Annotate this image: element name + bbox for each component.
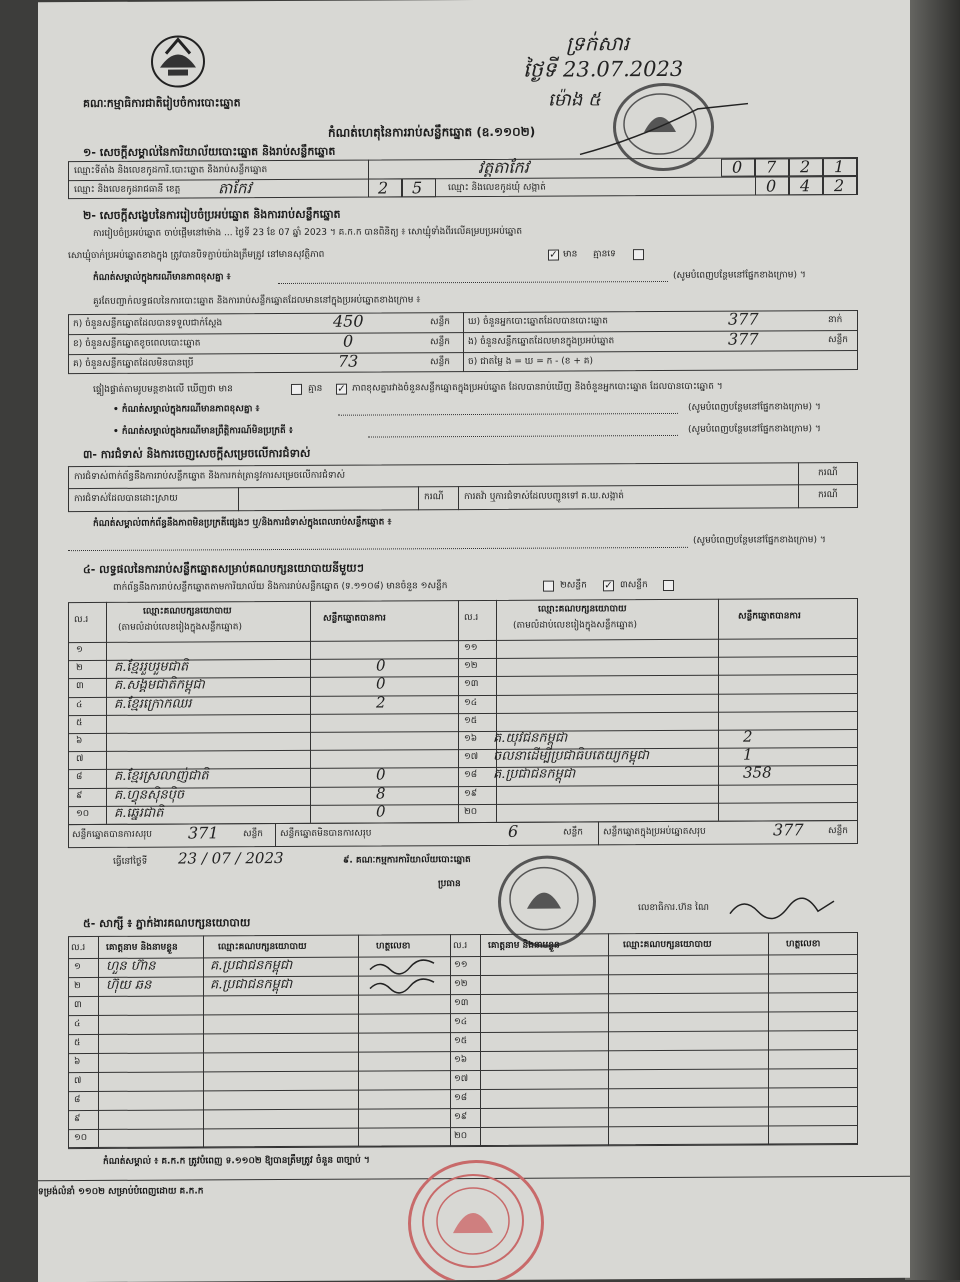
verify-no-label: គ្មាន: [308, 383, 323, 394]
count-value: 450: [333, 311, 364, 331]
witness-party: គ.ប្រជាជនកម្ពុជា: [210, 957, 293, 974]
rule: [458, 600, 459, 822]
rule: [768, 932, 769, 1144]
handwritten-number: ទ្រក់សារ: [566, 31, 630, 56]
witness-name: ហ៊ុយ ឆន: [106, 977, 152, 993]
col-party: ឈ្មោះគណបក្សនយោបាយ: [143, 606, 232, 617]
objection-row2b: ការតវ៉ា ឬការជំទាស់ដែលបញ្ជូនទៅ គ.ឃ.សង្កាត់: [464, 491, 624, 503]
col-party-2: ឈ្មោះគណបក្សនយោបាយ: [538, 604, 627, 615]
section3-title: ៣- ការជំទាស់ និងការចេញសេចក្ដីសម្រេចលើការជំទាស់: [83, 446, 311, 462]
section3-note: កំណត់សម្គាល់ពាក់ព័ន្ធនឹងភាពមិនប្រក្រតីផ្សេងៗ ឬ/និងការជំទាស់ក្នុងពេលរាប់សន្លឹកឆ្នោត ៖: [93, 517, 392, 529]
section2-title: ២- សេចក្ដីសង្ខេបនៃការរៀបចំប្រអប់ឆ្នោត និងការរាប់សន្លឹកឆ្នោត: [83, 207, 341, 223]
sheet1-checkbox[interactable]: [543, 581, 554, 592]
result-no: ៦: [76, 736, 83, 747]
code-digit: 0: [766, 176, 777, 196]
witness-no: ៨: [74, 1095, 81, 1106]
witness-no: ១៦: [454, 1055, 468, 1066]
done-date: 23 / 07 / 2023: [178, 848, 284, 868]
rule: [450, 934, 451, 1146]
count-unit: សន្លឹក: [828, 335, 848, 346]
rule: [275, 823, 276, 847]
code-digit: 1: [834, 157, 845, 177]
w-col-no-2: ល.រ: [453, 941, 468, 952]
rule: [718, 599, 719, 821]
rule: [480, 934, 481, 1146]
code-digit: 0: [732, 157, 743, 177]
rule: [798, 462, 799, 508]
code-digit: 2: [834, 176, 845, 196]
witness-no: ៤: [74, 1019, 81, 1030]
sheet2-label: ២សន្លឹក: [560, 580, 587, 591]
bullet1-hint: (សូមបំពេញបន្ថែមនៅផ្នែកខាងក្រោម) ។: [688, 402, 821, 413]
sheet2-checkbox[interactable]: ✓: [604, 580, 613, 592]
result-no: ១៣: [464, 679, 479, 690]
result-party: គ.ឆ្នេរជាតិ: [114, 805, 164, 821]
rule: [418, 486, 419, 510]
result-no: ២: [76, 663, 83, 674]
witness-no: ១៤: [454, 1017, 468, 1028]
witness-no: ៩: [74, 1114, 81, 1125]
verify-text: ផ្ទៀងផ្ទាត់តាមរូបមន្តខាងលើ ឃើញថា មាន: [93, 384, 233, 395]
header-org: គណៈកម្មាធិការជាតិរៀបចំការបោះឆ្នោត: [83, 96, 241, 111]
result-votes: 0: [376, 656, 386, 675]
bullet1: • កំណត់សម្គាល់ក្នុងករណីមានភាពខុសគ្នា ៖: [113, 404, 260, 415]
witness-signature: [368, 976, 438, 994]
count-label: ក) ចំនួនសន្លឹកឆ្នោតដែលបានទទួលជាក់ស្ដែង: [73, 318, 223, 330]
total-invalid-value: 6: [508, 821, 519, 841]
witness-no: ១៩: [454, 1112, 468, 1123]
w-col-no: ល.រ: [71, 943, 86, 954]
witness-name: ហួន ហ៊ាន: [106, 958, 156, 974]
result-no: ៣: [76, 681, 84, 692]
rule: [358, 935, 359, 1147]
handwritten-date: ថ្ងៃទី 23.07.2023: [523, 56, 684, 82]
count-unit: សន្លឹក: [430, 357, 450, 368]
result-votes: 1: [743, 745, 753, 764]
col-no-2: ល.រ: [464, 612, 479, 624]
rule: [203, 935, 204, 1147]
rule: [598, 821, 599, 845]
result-party: គ.ប្រជាជនកម្ពុជា: [493, 766, 576, 783]
witness-party: គ.ប្រជាជនកម្ពុជា: [210, 976, 293, 993]
witness-no: ១២: [454, 979, 468, 990]
col-no: ល.រ: [74, 615, 89, 626]
witness-no: ១៥: [454, 1036, 468, 1047]
section4-subtitle: ពាក់ព័ន្ធនឹងការរាប់សន្លឹកឆ្នោតតាមការិយាល័យ និងការរាប់សន្លឹកឆ្នោត (ទ.១១០៨) មានចំនួន ១សន្លឹក: [113, 581, 448, 593]
note-line: [368, 435, 678, 438]
count-unit: សន្លឹក: [430, 317, 450, 328]
w-col-party: ឈ្មោះគណបក្សនយោបាយ: [218, 941, 307, 953]
result-party: គ.យុវជនកម្ពុជា: [493, 730, 568, 746]
result-no: ៧: [76, 754, 84, 765]
note-line: [278, 281, 668, 284]
result-no: ១៤: [464, 697, 478, 708]
rule: [608, 933, 609, 1145]
total-box-unit: សន្លឹក: [828, 826, 848, 837]
col-party-sub: (តាមលំដាប់លេខរៀងក្នុងសន្លឹកឆ្នោត): [118, 622, 242, 633]
objection-row2a-unit: ករណី: [424, 492, 444, 503]
count-label: ខ) ចំនួនសន្លឹកឆ្នោតខូចពេលបោះឆ្នោត: [73, 338, 201, 350]
witness-no: ៣: [74, 1000, 82, 1011]
count-value: 0: [343, 331, 354, 351]
result-votes: 358: [743, 763, 772, 782]
note-line: [338, 413, 678, 416]
result-no: ៩: [76, 790, 83, 801]
chair-label: ប្រធាន: [438, 879, 461, 890]
section2-line1: ការរៀបចំប្រអប់ឆ្នោត ចាប់ផ្ដើមនៅម៉ោង ... ថ្ងៃទី 23 ខែ 07 ឆ្នាំ 2023 ។ គ.ក.ក បានពិនិត្យ ៖ សោឃ្មុំទាំងពីរលើគម្របប្រអប់ឆ្នោត: [93, 226, 523, 239]
result-votes: 8: [376, 784, 386, 803]
rule: [98, 936, 99, 1148]
result-no: ១១: [464, 642, 478, 654]
total-invalid-label: សន្លឹកឆ្នោតមិនបានការសរុប: [280, 828, 372, 840]
result-no: ១៧: [464, 752, 479, 763]
count-unit: សន្លឹក: [430, 337, 450, 348]
result-votes: 2: [743, 727, 753, 746]
w-col-party-2: ឈ្មោះគណបក្សនយោបាយ: [623, 939, 712, 951]
rule: [496, 600, 497, 822]
count-unit: នាក់: [828, 315, 843, 326]
results-table: [68, 598, 858, 848]
footnote: កំណត់សម្គាល់ ៖ គ.ក.ក ត្រូវបំពេញ ទ.១១០២ ឱ្យបានត្រឹមត្រូវ ចំនួន ៣ច្បាប់ ។: [103, 1155, 370, 1167]
verify-text-c: ភាពខុសគ្នារវាងចំនួនសន្លឹកឆ្នោតក្នុងប្រអប់ឆ្នោត ដែលបានរាប់ឃើញ និងចំនួនអ្នកបោះឆ្នោត ដែលបានបោះឆ្នោត ។: [352, 381, 723, 394]
result-votes: 2: [376, 693, 386, 712]
note-line: [68, 547, 688, 551]
section2-note-label: កំណត់សម្គាល់ក្នុងករណីមានភាពខុសគ្នា ៖: [93, 272, 231, 283]
sheet3-checkbox[interactable]: [663, 580, 674, 591]
red-stamp-bottom: [408, 1160, 544, 1282]
witness-no: ១៨: [454, 1093, 468, 1104]
code-digit: 2: [800, 157, 811, 177]
result-party: ចលនាដើម្បីប្រជាធិបតេយ្យកម្ពុជា: [493, 748, 650, 765]
seal-no-label: គ្មានទេ: [593, 249, 616, 260]
witness-no: ១: [74, 962, 81, 973]
result-no: ១៩: [464, 788, 478, 799]
col-party-sub-2: (តាមលំដាប់លេខរៀងក្នុងសន្លឹកឆ្នោត): [513, 620, 637, 631]
rule: [458, 486, 459, 510]
code-digit: 7: [766, 157, 777, 177]
result-party: គ.ខ្មែរក្រោកឈរ: [114, 696, 192, 712]
witness-no: ១៣: [454, 998, 469, 1009]
section1-title: ១- សេចក្ដីសម្គាល់នៃការិយាល័យបោះឆ្នោត និងរាប់សន្លឹកឆ្នោត: [83, 144, 336, 160]
count-label: គ) ចំនួនសន្លឹកឆ្នោតដែលមិនបានប្រើ: [73, 358, 194, 370]
count-label: ឃ) ចំនួនអ្នកបោះឆ្នោតដែលបានបោះឆ្នោត: [468, 316, 608, 328]
result-no: ៤: [76, 699, 83, 710]
result-party: គ.ខ្មែរស្រលាញ់ជាតិ: [114, 768, 209, 785]
count-value: 377: [728, 309, 759, 329]
section4-title: ៤- លទ្ធផលនៃការរាប់សន្លឹកឆ្នោតសម្រាប់គណបក្សនយោបាយនីមួយៗ: [83, 561, 364, 577]
result-no: ១: [76, 645, 83, 656]
bullet2: • កំណត់សម្គាល់ក្នុងករណីមានព្រឹត្តិការណ៍មិនប្រក្រតី ៖: [113, 425, 293, 437]
objection-row1-unit: ករណី: [818, 468, 838, 479]
section5-title: ៥- សាក្សី ៖ ភ្នាក់ងារគណបក្សនយោបាយ: [83, 916, 251, 931]
total-box-value: 377: [773, 820, 804, 840]
result-no: ៥: [76, 717, 83, 728]
diff-no-checkbox[interactable]: ✓: [337, 383, 346, 395]
diff-yes-checkbox[interactable]: [291, 384, 302, 395]
section3-note-hint: (សូមបំពេញបន្ថែមនៅផ្នែកខាងក្រោម) ។: [693, 535, 826, 546]
done-label: ធ្វើនៅថ្ងៃទី: [113, 856, 148, 867]
objection-row1: ការជំទាស់ពាក់ព័ន្ធនឹងការរាប់សន្លឹកឆ្នោត និងការកត់ត្រានូវការសម្រេចលើការជំទាស់: [74, 470, 346, 483]
sheet3-label: ៣សន្លឹក: [620, 580, 648, 591]
witness-no: ១៧: [454, 1074, 469, 1085]
seal-yes-label: មាន: [563, 249, 578, 260]
col-votes-2: សន្លឹកឆ្នោតបានការ: [738, 611, 801, 622]
rule: [463, 312, 464, 372]
handwritten-time: ម៉ោង ៥: [548, 89, 601, 111]
w-col-sign: ហត្ថលេខា: [376, 941, 411, 952]
count-value: 73: [338, 351, 359, 371]
witness-no: ២០: [454, 1131, 468, 1142]
nec-logo: [148, 31, 208, 89]
page-shadow: [905, 0, 960, 1280]
objection-row2a: ការជំទាស់ដែលបានដោះស្រាយ: [74, 493, 178, 505]
form-title: កំណត់ហេតុនៃការរាប់សន្លឹកឆ្នោត (ឧ.១១០២): [328, 124, 536, 140]
total-valid-value: 371: [188, 823, 219, 843]
code-digit: 2: [378, 178, 389, 198]
objection-row2b-unit: ករណី: [818, 490, 838, 501]
count-label: ច) ជាតម្លៃ ង = ឃ = ក - (ខ + គ): [468, 356, 593, 368]
seal-no-checkbox[interactable]: [633, 249, 644, 260]
result-no: ១៦: [464, 733, 478, 745]
result-no: ១៨: [464, 770, 478, 781]
rule: [106, 602, 107, 824]
result-no: ៨: [76, 772, 83, 783]
result-party: គ.ខ្មែររួបរួមជាតិ: [114, 659, 189, 676]
result-votes: 0: [376, 802, 386, 821]
secretary-signature: [728, 893, 838, 924]
w-col-sign-2: ហត្ថលេខា: [786, 939, 821, 950]
witness-no: ៥: [74, 1038, 81, 1049]
section1-row2-value: តាកែវ: [218, 179, 252, 198]
w-col-name: គោត្តនាម និងនាមខ្លួន: [106, 942, 178, 953]
seal-yes-checkbox[interactable]: ✓: [549, 249, 558, 261]
witness-no: ៦: [74, 1057, 81, 1068]
w-col-name-2: គោត្តនាម និងនាមខ្លួន: [488, 940, 560, 951]
col-votes: សន្លឹកឆ្នោតបានការ: [323, 613, 386, 624]
total-valid-unit: សន្លឹក: [243, 829, 263, 840]
witness-no: ៧: [74, 1076, 82, 1087]
total-invalid-unit: សន្លឹក: [563, 827, 583, 838]
secretary-label: លេខាធិការ.ហ៊ន ណៃ: [638, 902, 709, 914]
section2-note-hint: (សូមបំពេញបន្ថែមនៅផ្នែកខាងក្រោម) ។: [673, 270, 806, 281]
bullet2-hint: (សូមបំពេញបន្ថែមនៅផ្នែកខាងក្រោម) ។: [688, 424, 821, 435]
total-valid-label: សន្លឹកឆ្នោតបានការសរុប: [72, 829, 152, 841]
total-box-label: សន្លឹកឆ្នោតក្នុងប្រអប់ឆ្នោតសរុប: [603, 826, 706, 838]
witness-no: ១០: [74, 1133, 88, 1144]
result-party: គ.សង្គមជាតិកម្ពុជា: [114, 677, 205, 694]
count-label: ង) ចំនួនសន្លឹកឆ្នោតដែលមានក្នុងប្រអប់ឆ្នោត: [468, 336, 615, 348]
result-votes: 0: [376, 674, 386, 693]
form-note: ទម្រង់លំនាំ ១១០២ សម្រាប់បំពេញដោយ គ.ក.ក: [38, 1186, 204, 1198]
done-by: ៩. គណៈកម្មការការិយាល័យបោះឆ្នោត: [343, 855, 471, 866]
result-no: ១៥: [464, 715, 478, 726]
rule: [238, 487, 239, 511]
section1-row1-value: វត្តតាកែវ: [478, 157, 529, 177]
witness-no: ១១: [454, 960, 468, 971]
code-digit: 5: [412, 178, 423, 198]
section1-row2-label2: ឈ្មោះ និងលេខកូដឃុំ សង្កាត់: [448, 182, 546, 194]
section2-line2: សោឃ្មុំចាក់ប្រអប់ឆ្នោតខាងក្នុង ត្រូវបានបិទភ្ជាប់យ៉ាងត្រឹមត្រូវ នៅមានសុវត្ថិភាព: [68, 249, 325, 262]
result-no: ១០: [76, 808, 90, 819]
witness-signature: [368, 957, 438, 975]
result-no: ២០: [464, 806, 478, 817]
section1-row1-label: ឈ្មោះទីតាំង និងលេខកូដការិ.បោះឆ្នោត និងរាប់សន្លឹកឆ្នោត: [74, 165, 268, 177]
witness-no: ២: [74, 981, 81, 992]
section1-row2-label: ឈ្មោះ និងលេខកូដរាជធានី ខេត្ត: [74, 184, 181, 196]
document-page: [38, 0, 910, 1282]
rule: [310, 601, 311, 823]
section2-intro: គួរតែបញ្ជាក់លទ្ធផលនៃការបោះឆ្នោត និងការរាប់សន្លឹកឆ្នោតដែលមាននៅក្នុងប្រអប់ឆ្នោតខាងក្រោម ៖: [93, 295, 421, 307]
result-votes: 0: [376, 765, 386, 784]
code-digit: 4: [800, 176, 811, 196]
result-party: គ.ហ្វុនស៊ិនប៉ិច: [114, 787, 185, 803]
result-no: ១២: [464, 661, 478, 672]
handwritten-arrow: [578, 99, 758, 160]
count-value: 377: [728, 329, 759, 349]
